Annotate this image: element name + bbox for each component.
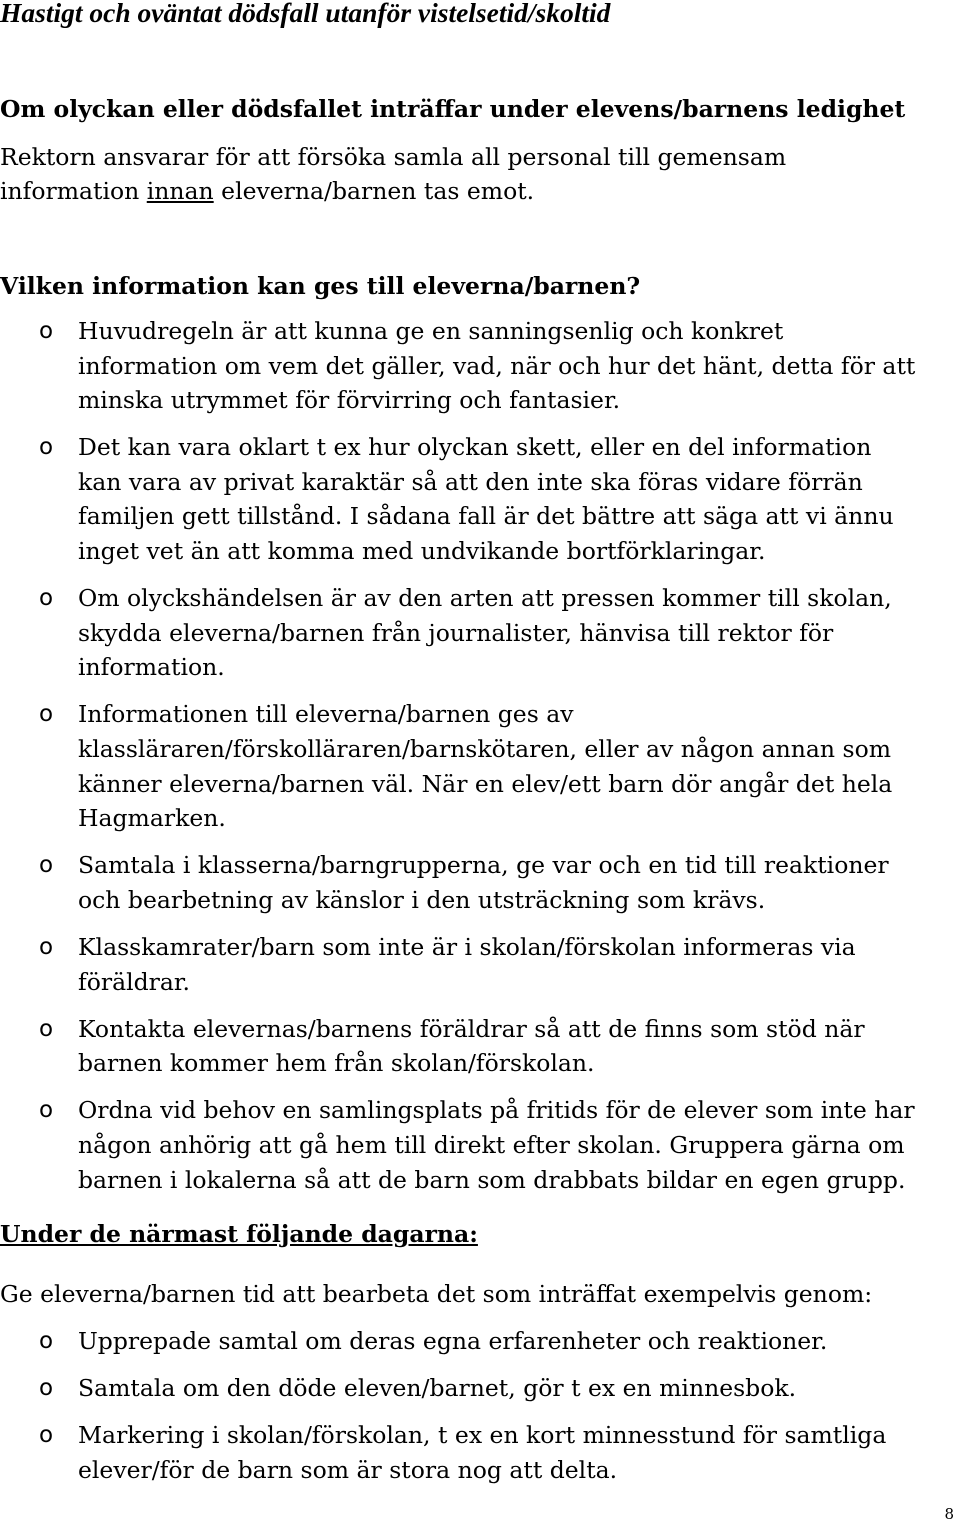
bullet-icon: o bbox=[39, 585, 54, 612]
list-item-line: Kontakta elevernas/barnens föräldrar så att de finns som stöd när bbox=[78, 1014, 865, 1043]
list-item bbox=[0, 430, 960, 568]
list-item bbox=[0, 1324, 960, 1359]
bullet-icon: o bbox=[39, 434, 54, 461]
bullet-icon: o bbox=[39, 1015, 54, 1042]
list-item-line: minska utrymmet för förvirring och fantasier. bbox=[78, 386, 621, 415]
bullet-icon: o bbox=[39, 1375, 54, 1402]
list-item-line: Markering i skolan/förskolan, t ex en kort minnesstund för samtliga bbox=[78, 1421, 887, 1450]
list-item-line: Upprepade samtal om deras egna erfarenheter och reaktioner. bbox=[78, 1327, 828, 1355]
following-days-heading bbox=[0, 1217, 478, 1251]
list-item-line: kan vara av privat karaktär så att den inte ska föras vidare förrän bbox=[78, 467, 863, 496]
list-item-line: familjen gett tillstånd. I sådana fall är det bättre att säga att vi ännu bbox=[78, 502, 894, 531]
following-days-intro: Ge eleverna/barnen tid att bearbeta det som inträffat exempelvis genom: bbox=[0, 1280, 873, 1308]
intro-paragraph bbox=[0, 140, 786, 208]
bullet-icon: o bbox=[39, 934, 54, 960]
list-item-line: Hagmarken. bbox=[78, 804, 226, 833]
intro-text: eleverna/barnen tas emot. bbox=[213, 177, 535, 205]
list-item bbox=[0, 1418, 960, 1487]
question-heading: Vilken information kan ges till eleverna/barnen? bbox=[0, 272, 641, 300]
bullet-icon: o bbox=[39, 1097, 54, 1124]
following-days-list bbox=[0, 1324, 960, 1487]
list-item-line: Om olyckshändelsen är av den arten att pressen kommer till skolan, bbox=[78, 584, 892, 613]
list-item-line: föräldrar. bbox=[78, 967, 191, 996]
intro-text: information bbox=[0, 177, 147, 205]
list-item-line: känner eleverna/barnen väl. När en elev/ett barn dör angår det hela bbox=[78, 769, 893, 798]
list-item-line: och bearbetning av känslor i den utsträckning som krävs. bbox=[78, 885, 766, 914]
list-item-line: barnen i lokalerna så att de barn som drabbats bildar en egen grupp. bbox=[78, 1165, 906, 1194]
information-list bbox=[0, 314, 960, 1197]
list-item-line: klassläraren/förskolläraren/barnskötaren, eller av någon annan som bbox=[78, 735, 892, 764]
list-item-line: Informationen till eleverna/barnen ges av bbox=[78, 700, 574, 729]
list-item-line: Klasskamrater/barn som inte är i skolan/förskolan informeras via bbox=[78, 933, 856, 961]
following-days-heading-text: Under de närmast följande dagarna: bbox=[0, 1220, 478, 1248]
underlined-word: innan bbox=[146, 177, 214, 205]
list-item-line: Huvudregeln är att kunna ge en sanningsenlig och konkret bbox=[78, 317, 784, 345]
list-item bbox=[0, 1371, 960, 1406]
list-item bbox=[0, 930, 960, 999]
intro-line: Rektorn ansvarar för att försöka samla all personal till gemensam bbox=[0, 143, 787, 171]
list-item-line: information. bbox=[78, 653, 225, 682]
list-item-line: information om vem det gäller, vad, när och hur det hänt, detta för att bbox=[78, 351, 916, 380]
document-title: Hastigt och oväntat dödsfall utanför vistelsetid/skoltid bbox=[0, 0, 611, 28]
list-item bbox=[0, 1012, 960, 1081]
list-item-line: någon anhörig att gå hem till direkt efter skolan. Gruppera gärna om bbox=[78, 1130, 905, 1159]
list-item-line: Ordna vid behov en samlingsplats på fritids för de elever som inte har bbox=[78, 1096, 915, 1125]
list-item bbox=[0, 697, 960, 835]
section-heading: Om olyckan eller dödsfallet inträffar under elevens/barnens ledighet bbox=[0, 95, 906, 123]
list-item bbox=[0, 848, 960, 917]
list-item bbox=[0, 1093, 960, 1197]
bullet-icon: o bbox=[39, 318, 54, 344]
page-number: 8 bbox=[944, 1505, 954, 1523]
list-item-line: Det kan vara oklart t ex hur olyckan skett, eller en del information bbox=[78, 433, 872, 462]
list-item-line: inget vet än att komma med undvikande bortförklaringar. bbox=[78, 537, 766, 566]
list-item-line: elever/för de barn som är stora nog att delta. bbox=[78, 1455, 618, 1484]
bullet-icon: o bbox=[39, 701, 54, 728]
list-item-line: barnen kommer hem från skolan/förskolan. bbox=[78, 1049, 595, 1078]
bullet-icon: o bbox=[39, 852, 54, 879]
intro-line bbox=[0, 174, 786, 208]
list-item bbox=[0, 581, 960, 685]
list-item-line: skydda eleverna/barnen från journalister, hänvisa till rektor för bbox=[78, 618, 834, 647]
bullet-icon: o bbox=[39, 1422, 54, 1449]
bullet-icon: o bbox=[39, 1328, 54, 1354]
list-item-line: Samtala om den döde eleven/barnet, gör t ex en minnesbok. bbox=[78, 1374, 797, 1403]
list-item bbox=[0, 314, 960, 418]
list-item-line: Samtala i klasserna/barngrupperna, ge var och en tid till reaktioner bbox=[78, 851, 889, 880]
